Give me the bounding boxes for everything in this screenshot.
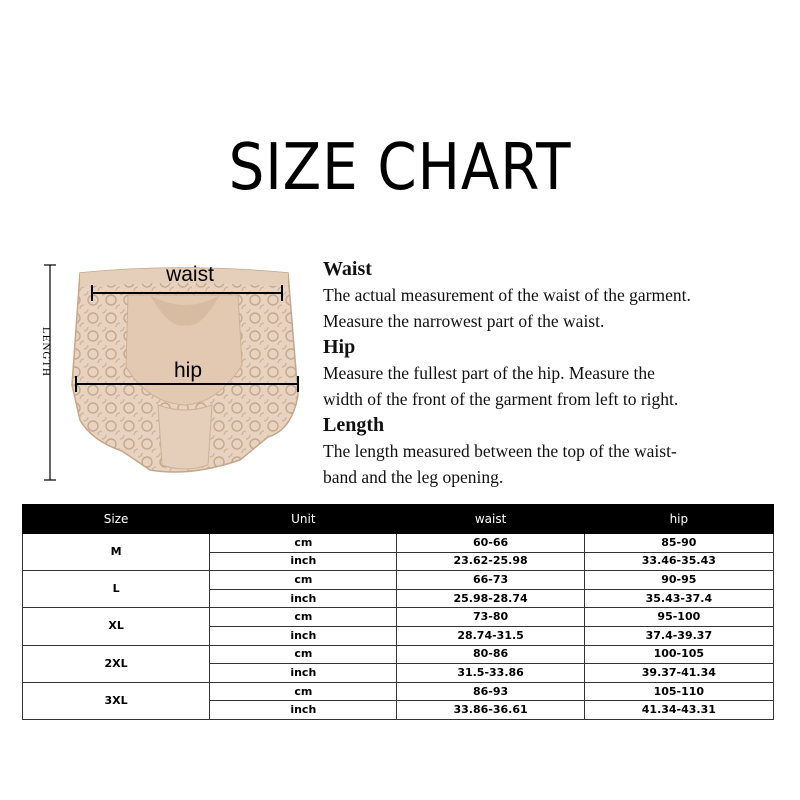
- hip-cell: 37.4-39.37: [584, 626, 773, 645]
- unit-cell: inch: [210, 589, 397, 608]
- size-cell: XL: [23, 608, 210, 645]
- garment-illustration: [30, 255, 320, 490]
- unit-cell: inch: [210, 664, 397, 683]
- size-cell: 3XL: [23, 682, 210, 719]
- hip-cell: 90-95: [584, 571, 773, 590]
- table-row: [23, 682, 774, 701]
- unit-cell: cm: [210, 608, 397, 627]
- waist-cell: 25.98-28.74: [397, 589, 584, 608]
- definition-hip: [323, 334, 793, 412]
- hip-cell: 41.34-43.31: [584, 701, 773, 720]
- table-header-row: [23, 505, 774, 534]
- definition-length: [323, 412, 793, 490]
- definition-line: width of the front of the garment from left to right.: [323, 389, 679, 409]
- waist-cell: 66-73: [397, 571, 584, 590]
- size-cell: M: [23, 534, 210, 571]
- waist-cell: 31.5-33.86: [397, 664, 584, 683]
- waist-cell: 28.74-31.5: [397, 626, 584, 645]
- table-row: [23, 534, 774, 553]
- unit-cell: cm: [210, 534, 397, 553]
- header-hip: hip: [584, 505, 773, 534]
- hip-cell: 105-110: [584, 682, 773, 701]
- unit-cell: inch: [210, 626, 397, 645]
- hip-cell: 100-105: [584, 645, 773, 664]
- waist-cell: 23.62-25.98: [397, 552, 584, 571]
- page-title: SIZE CHART: [228, 131, 572, 205]
- header-unit: Unit: [210, 505, 397, 534]
- waist-cell: 86-93: [397, 682, 584, 701]
- definition-line: The length measured between the top of the waist-: [323, 441, 677, 461]
- table-row: [23, 571, 774, 590]
- hip-cell: 85-90: [584, 534, 773, 553]
- hip-cell: 33.46-35.43: [584, 552, 773, 571]
- size-cell: 2XL: [23, 645, 210, 682]
- unit-cell: cm: [210, 645, 397, 664]
- unit-cell: inch: [210, 552, 397, 571]
- table-row: [23, 645, 774, 664]
- size-cell: L: [23, 571, 210, 608]
- hip-cell: 39.37-41.34: [584, 664, 773, 683]
- definition-line: The actual measurement of the waist of the garment.: [323, 285, 691, 305]
- definition-waist: [323, 256, 793, 334]
- waist-cell: 73-80: [397, 608, 584, 627]
- definition-line: Measure the fullest part of the hip. Measure the: [323, 363, 655, 383]
- length-label: LENGTH: [40, 327, 52, 377]
- hip-cell: 35.43-37.4: [584, 589, 773, 608]
- length-indicator: [40, 265, 56, 480]
- definition-heading: Waist: [323, 258, 372, 280]
- waist-label: waist: [166, 263, 214, 286]
- table-row: [23, 608, 774, 627]
- unit-cell: cm: [210, 571, 397, 590]
- waist-cell: 33.86-36.61: [397, 701, 584, 720]
- measurement-definitions: [323, 256, 793, 490]
- unit-cell: inch: [210, 701, 397, 720]
- hip-cell: 95-100: [584, 608, 773, 627]
- definition-line: band and the leg opening.: [323, 467, 504, 487]
- hip-label: hip: [173, 359, 203, 382]
- definition-heading: Length: [323, 414, 385, 436]
- waist-cell: 80-86: [397, 645, 584, 664]
- definition-heading: Hip: [323, 336, 356, 358]
- definition-line: Measure the narrowest part of the waist.: [323, 311, 605, 331]
- header-size: Size: [23, 505, 210, 534]
- size-table: [22, 504, 774, 720]
- waist-cell: 60-66: [397, 534, 584, 553]
- unit-cell: cm: [210, 682, 397, 701]
- header-waist: waist: [397, 505, 584, 534]
